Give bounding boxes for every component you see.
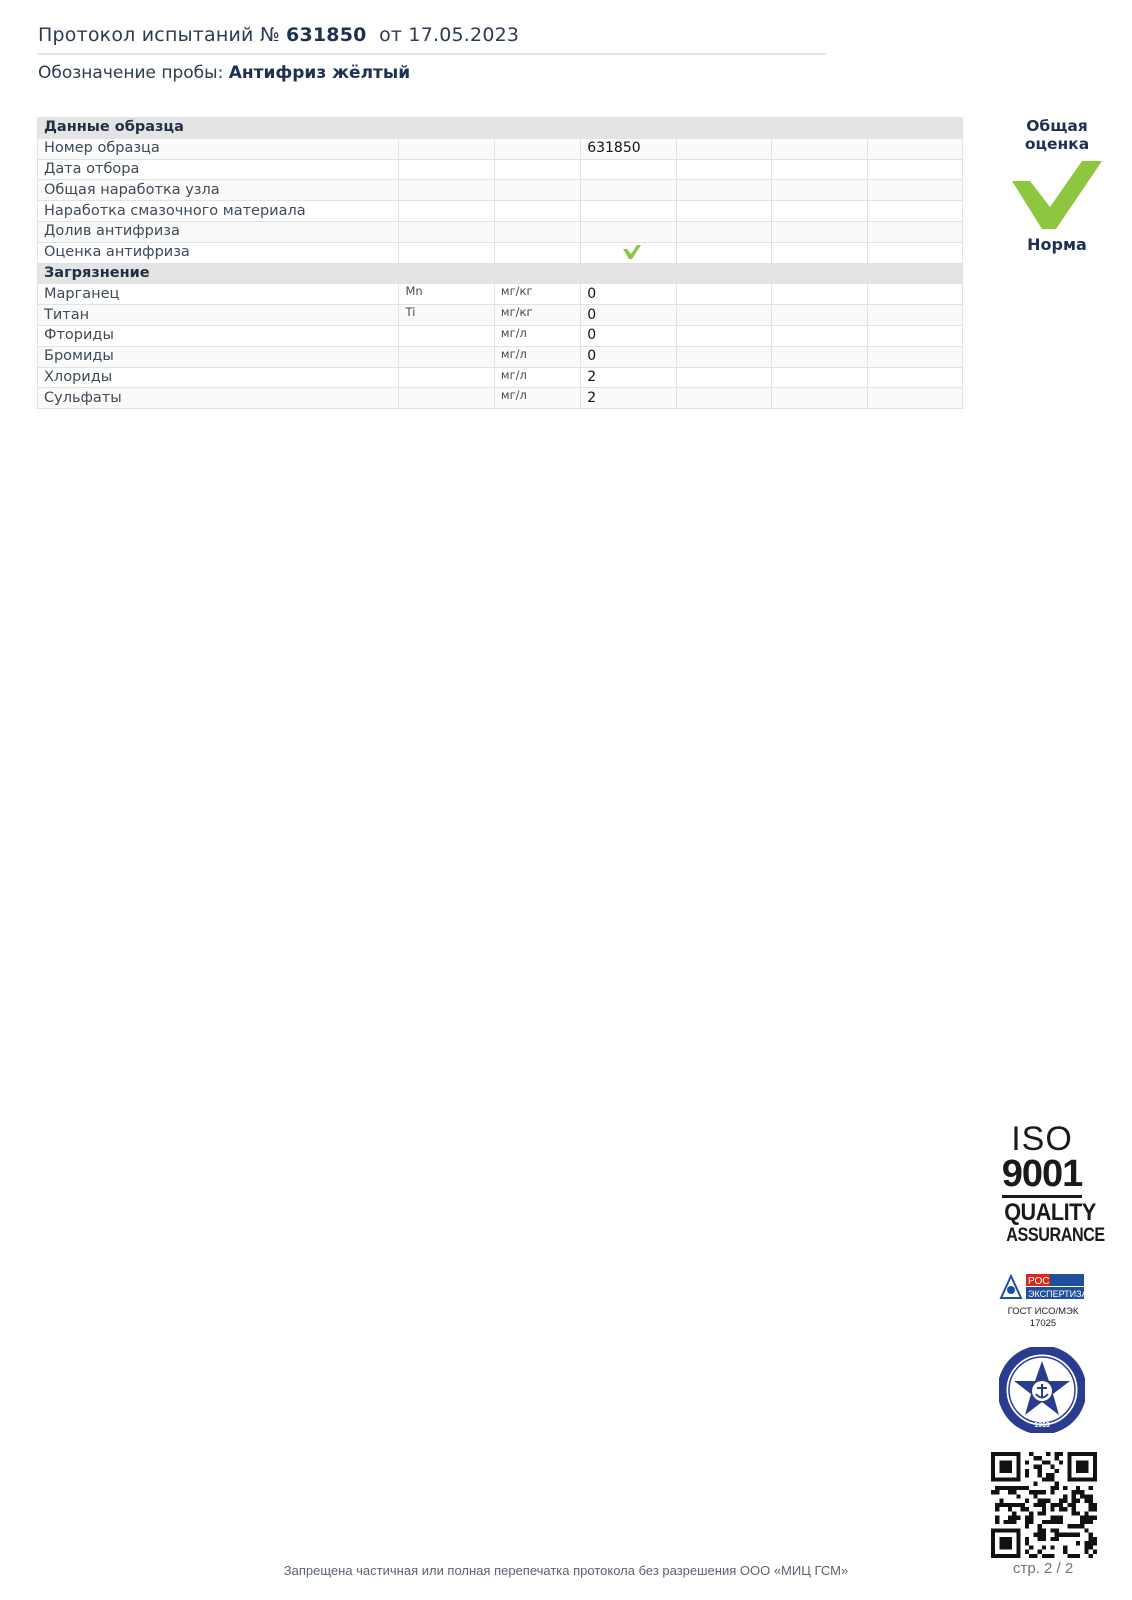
param-unit: мг/л (494, 346, 580, 367)
section-cell (772, 118, 867, 139)
param-name: Марганец (38, 284, 399, 305)
param-value: 0 (581, 305, 676, 326)
param-name: Сульфаты (38, 388, 399, 409)
table-row (38, 284, 963, 305)
table-row (38, 221, 963, 242)
empty-cell (772, 242, 867, 263)
iso-divider (1002, 1195, 1082, 1198)
param-symbol: Ti (399, 305, 494, 326)
maritime-register-seal (999, 1347, 1085, 1433)
param-symbol (399, 346, 494, 367)
empty-cell (676, 242, 771, 263)
section-cell (399, 263, 494, 284)
ros-expertiza-logo (999, 1272, 1087, 1330)
param-value (581, 221, 676, 242)
table-row (38, 346, 963, 367)
empty-cell (676, 346, 771, 367)
empty-cell (867, 138, 962, 159)
param-name: Оценка антифриза (38, 242, 399, 263)
svg-text:ЭКСПЕРТИЗА: ЭКСПЕРТИЗА (1028, 1289, 1085, 1299)
table-row (38, 159, 963, 180)
ros-expertiza-icon (999, 1272, 1085, 1300)
section-cell (676, 118, 771, 139)
empty-cell (772, 305, 867, 326)
protocol-number: 631850 (286, 24, 367, 46)
empty-cell (676, 159, 771, 180)
overall-label: Общая оценка (1024, 117, 1090, 153)
param-unit: мг/л (494, 367, 580, 388)
section-title: Загрязнение (38, 263, 399, 284)
empty-cell (867, 284, 962, 305)
empty-cell (867, 201, 962, 222)
param-value: 631850 (581, 138, 676, 159)
table-row (38, 201, 963, 222)
empty-cell (772, 159, 867, 180)
param-value (581, 242, 676, 263)
param-value (581, 159, 676, 180)
empty-cell (867, 305, 962, 326)
empty-cell (772, 284, 867, 305)
param-unit (494, 242, 580, 263)
param-name: Бромиды (38, 346, 399, 367)
empty-cell (772, 388, 867, 409)
section-cell (494, 263, 580, 284)
ros-caption-2: 17025 (1029, 1318, 1057, 1329)
footer-notice: Запрещена частичная или полная перепечатка протокола без разрешения ООО «МИЦ ГСМ» (283, 1563, 849, 1578)
param-symbol (399, 242, 494, 263)
section-cell (867, 118, 962, 139)
empty-cell (772, 201, 867, 222)
param-unit: мг/кг (494, 305, 580, 326)
results-table (37, 117, 963, 409)
param-unit (494, 201, 580, 222)
table-row (38, 242, 963, 263)
table-row (38, 388, 963, 409)
param-name: Дата отбора (38, 159, 399, 180)
empty-cell (867, 221, 962, 242)
table-row (38, 367, 963, 388)
table-row (38, 305, 963, 326)
empty-cell (676, 305, 771, 326)
empty-cell (772, 180, 867, 201)
param-value: 2 (581, 367, 676, 388)
section-header (38, 118, 963, 139)
param-unit: мг/кг (494, 284, 580, 305)
section-cell (581, 263, 676, 284)
sample-designation (38, 63, 410, 83)
param-value: 0 (581, 325, 676, 346)
param-unit (494, 221, 580, 242)
param-name: Общая наработка узла (38, 180, 399, 201)
section-title: Данные образца (38, 118, 399, 139)
table-row (38, 138, 963, 159)
empty-cell (676, 325, 771, 346)
page-number: стр. 2 / 2 (1013, 1560, 1074, 1577)
param-value (581, 201, 676, 222)
param-value: 0 (581, 284, 676, 305)
param-symbol (399, 159, 494, 180)
empty-cell (867, 159, 962, 180)
ros-caption-1: ГОСТ ИСО/МЭК (1007, 1306, 1079, 1317)
empty-cell (772, 138, 867, 159)
empty-cell (867, 242, 962, 263)
protocol-title (38, 24, 519, 46)
empty-cell (867, 180, 962, 201)
header-divider (38, 53, 826, 55)
param-name: Номер образца (38, 138, 399, 159)
iso-number: 9001 (1001, 1153, 1083, 1195)
param-unit: мг/л (494, 325, 580, 346)
param-symbol (399, 201, 494, 222)
svg-text:1913: 1913 (1034, 1422, 1050, 1429)
param-unit (494, 180, 580, 201)
empty-cell (772, 221, 867, 242)
check-large-icon (992, 161, 1122, 233)
overall-assessment (992, 117, 1122, 254)
iso-9001-logo (1000, 1120, 1105, 1246)
empty-cell (676, 388, 771, 409)
empty-cell (676, 201, 771, 222)
param-symbol (399, 138, 494, 159)
param-symbol (399, 180, 494, 201)
empty-cell (676, 180, 771, 201)
param-symbol (399, 367, 494, 388)
param-symbol (399, 221, 494, 242)
empty-cell (867, 325, 962, 346)
register-seal-icon (999, 1347, 1085, 1433)
empty-cell (676, 284, 771, 305)
param-value (581, 180, 676, 201)
section-cell (581, 118, 676, 139)
table-row (38, 325, 963, 346)
sample-label: Обозначение пробы: (38, 63, 224, 83)
param-unit (494, 138, 580, 159)
iso-assurance: ASSURANCE (1006, 1225, 1105, 1246)
iso-text: ISO (1011, 1120, 1073, 1158)
empty-cell (867, 346, 962, 367)
sample-name: Антифриз жёлтый (228, 63, 411, 83)
empty-cell (772, 346, 867, 367)
param-symbol (399, 325, 494, 346)
title-prefix: Протокол испытаний № (38, 24, 280, 46)
empty-cell (867, 367, 962, 388)
param-value: 2 (581, 388, 676, 409)
param-name: Хлориды (38, 367, 399, 388)
date-prefix: от (379, 24, 403, 46)
param-name: Титан (38, 305, 399, 326)
empty-cell (867, 388, 962, 409)
overall-status: Норма (1027, 235, 1087, 254)
protocol-date: 17.05.2023 (408, 24, 520, 46)
qr-code[interactable] (991, 1452, 1097, 1558)
section-header (38, 263, 963, 284)
param-symbol: Mn (399, 284, 494, 305)
empty-cell (676, 221, 771, 242)
iso-quality: QUALITY (1004, 1199, 1096, 1226)
table-row (38, 180, 963, 201)
empty-cell (676, 367, 771, 388)
section-cell (867, 263, 962, 284)
section-cell (772, 263, 867, 284)
svg-text:РОС: РОС (1028, 1276, 1050, 1287)
param-unit (494, 159, 580, 180)
empty-cell (772, 325, 867, 346)
param-name: Долив антифриза (38, 221, 399, 242)
section-cell (399, 118, 494, 139)
section-cell (676, 263, 771, 284)
param-name: Наработка смазочного материала (38, 201, 399, 222)
section-cell (494, 118, 580, 139)
param-value: 0 (581, 346, 676, 367)
check-icon (623, 245, 641, 259)
empty-cell (676, 138, 771, 159)
param-unit: мг/л (494, 388, 580, 409)
param-symbol (399, 388, 494, 409)
empty-cell (772, 367, 867, 388)
param-name: Фториды (38, 325, 399, 346)
